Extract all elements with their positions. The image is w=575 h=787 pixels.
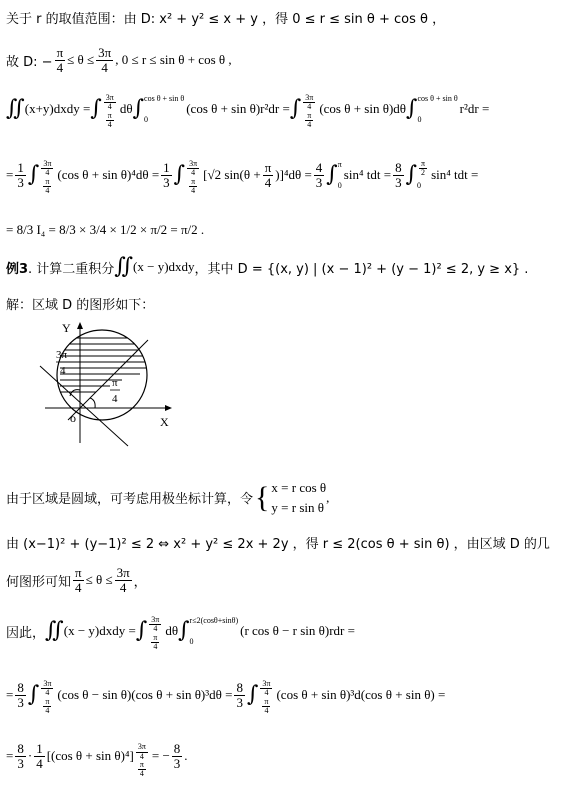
frac-8-3: $\frac{8}{3}$ (395, 159, 402, 190)
integrand-xy: (x+y)dxdy = (24, 101, 91, 116)
sin4-a: sin⁴ tdt = (343, 167, 392, 182)
double-integral: ∬ (6, 96, 25, 121)
frac-1-4-l13: $\frac{1}{4}$ (36, 741, 43, 771)
integrand-4: (cos θ + sin θ)⁴dθ = (57, 167, 160, 182)
angle-3pi-label: 3π (56, 349, 68, 361)
angle-3pi-den: 4 (60, 365, 66, 377)
example-3-label: 例3 (6, 261, 29, 277)
ex3-domain: ，其中 D = {(x, y) | (x − 1)² + (y − 1)² ≤ 2, y ≥ x} . (194, 261, 529, 277)
result-pi-2: = 8/3 I₄ = 8/3 × 3/4 × 1/2 × π/2 = π/2 . (6, 222, 205, 237)
domain-prefix: 故 D: − (6, 54, 53, 70)
frac-8-3-l12: $\frac{8}{3}$ (17, 679, 24, 710)
text-line-1 (6, 8, 445, 27)
integral-r: ∫ cos θ + sin θ 0 (132, 94, 185, 124)
double-integral-ex3: ∬ (114, 254, 134, 279)
x-axis-label: X (160, 415, 169, 429)
ex3-integrand: (x − y)dxdy (133, 259, 195, 274)
frac-pi-4-c: $\frac{\pi}{4}$ (264, 159, 272, 190)
integral-c: ∫ π 0 (326, 160, 342, 190)
dtheta: dθ (119, 101, 133, 116)
integrand-r: (cos θ + sin θ)r²dr = (186, 101, 290, 116)
frac-8-3-l13: $\frac{8}{3}$ (17, 741, 24, 771)
sqrt-sin: [√2 sin(θ + (203, 167, 261, 182)
text-line-5 (6, 222, 204, 238)
r-range: , 0 ≤ r ≤ sin θ + cos θ , (115, 52, 232, 68)
integral-r-2: ∫ cos θ + sin θ 0 (406, 94, 458, 124)
y-axis-label: Y (62, 321, 71, 335)
solution-text: 解：区域 D 的图形如下： (6, 298, 155, 313)
example-3-text: . 计算二重积分 (28, 261, 115, 277)
r2dr: r²dr = (459, 101, 490, 116)
text-line-13: = $\frac{8}{3}$ · $\frac{1}{4}$ [(cos θ + sin θ)⁴] $\frac{3\pi}{4}$ $\frac{\pi}{4}$ = − $\frac{8}{3}$ . (6, 741, 188, 779)
integral-theta-l11: ∫ $\frac{3\pi}{4}$ $\frac{\pi}{4}$ (135, 615, 160, 652)
integral-theta: ∫ $\frac{3\pi}{4}$ $\frac{\pi}{4}$ (90, 93, 114, 130)
text-line-2 (6, 46, 232, 74)
substitution-eq: )]⁴dθ = (275, 167, 312, 182)
frac-1-3: $\frac{1}{3}$ (17, 159, 24, 190)
text-line-9 (6, 533, 550, 552)
example-3-line (6, 256, 528, 278)
text-line-3 (6, 93, 490, 130)
range-of-r-text: 关于 r 的取值范围：由 D: x² + y² ≤ x + y ，得 0 ≤ r ≤ sin θ + cos θ ， (6, 12, 446, 27)
polar-hint: 由于区域是圆域，可考虑用极坐标计算，令 (6, 492, 254, 507)
geom-hint: 何图形可知 (6, 574, 72, 590)
integral-d: ∫ $\frac{\pi}{2}$ 0 (405, 159, 426, 190)
frac-8-3-final: $\frac{8}{3}$ (173, 741, 181, 771)
frac-1-3-b: $\frac{1}{3}$ (163, 159, 170, 190)
sin4-b: sin⁴ tdt = (431, 167, 479, 182)
eq-sign: = (6, 167, 14, 182)
integral-l12b: ∫ $\frac{3\pi}{4}$ $\frac{\pi}{4}$ (246, 679, 271, 716)
integral-theta-2: ∫ $\frac{3\pi}{4}$ $\frac{\pi}{4}$ (289, 93, 314, 130)
angle-pi-label: π (112, 377, 118, 389)
text-line-11: 因此， ∬ (x − y)dxdy = ∫ $\frac{3\pi}{4}$ $\frac{\pi}{4}$ dθ ∫ r≤2(cosθ+sinθ) 0 (r cos θ − r sin θ)rdr = (6, 615, 355, 652)
region-figure (20, 318, 180, 448)
integral-l12a: ∫ $\frac{3\pi}{4}$ $\frac{\pi}{4}$ (27, 679, 52, 716)
integral-r-l11: ∫ r≤2(cosθ+sinθ) 0 (178, 616, 239, 646)
text-line-10: 何图形可知 $\frac{\pi}{4}$ ≤ θ ≤ $\frac{3\pi}{4}$ ， (6, 565, 147, 595)
frac-4-3: $\frac{4}{3}$ (315, 159, 323, 190)
circle-ineq: 由 (x−1)² + (y−1)² ≤ 2 ⇔ x² + y² ≤ 2x + 2y ，得 r ≤ 2(cos θ + sin θ) ，由区域 D 的几 (6, 537, 550, 552)
frac-3pi-4-l10: $\frac{3\pi}{4}$ (116, 565, 130, 595)
text-line-8: 由于区域是圆域，可考虑用极坐标计算，令 { x = r cos θ y = r sin θ , (6, 478, 329, 517)
double-integral-l11: ∬ (45, 618, 64, 643)
solution-line (6, 294, 154, 313)
text-line-12: = $\frac{8}{3}$ ∫ $\frac{3\pi}{4}$ $\frac{\pi}{4}$ (cos θ − sin θ)(cos θ + sin θ)³dθ = $\frac{8}{3}$ ∫ $\frac{3\pi}{4}$ $\frac{\pi}{4}$ (cos θ + sin θ)³d(cos θ + sin θ) = (6, 679, 446, 716)
frac-pi-4: $\frac{\pi}{4}$ (56, 45, 64, 75)
integral-a: ∫ $\frac{3\pi}{4}$ $\frac{\pi}{4}$ (27, 159, 52, 196)
text-line-4 (6, 159, 479, 196)
integrand-theta: (cos θ + sin θ)dθ (319, 101, 406, 116)
angle-pi-den: 4 (112, 393, 118, 405)
therefore-text: 因此， (6, 625, 46, 641)
origin-label: o (70, 411, 76, 425)
inequality: ≤ θ ≤ (67, 52, 95, 68)
polar-substitution: x = r cos θ y = r sin θ (271, 480, 327, 515)
frac-3pi-4: $\frac{3\pi}{4}$ (98, 45, 112, 75)
frac-pi-4-l10: $\frac{\pi}{4}$ (75, 565, 82, 595)
frac-8-3-l12b: $\frac{8}{3}$ (236, 679, 243, 710)
angle-arc-pi4 (90, 398, 95, 408)
integral-b: ∫ $\frac{3\pi}{4}$ $\frac{\pi}{4}$ (173, 159, 198, 196)
